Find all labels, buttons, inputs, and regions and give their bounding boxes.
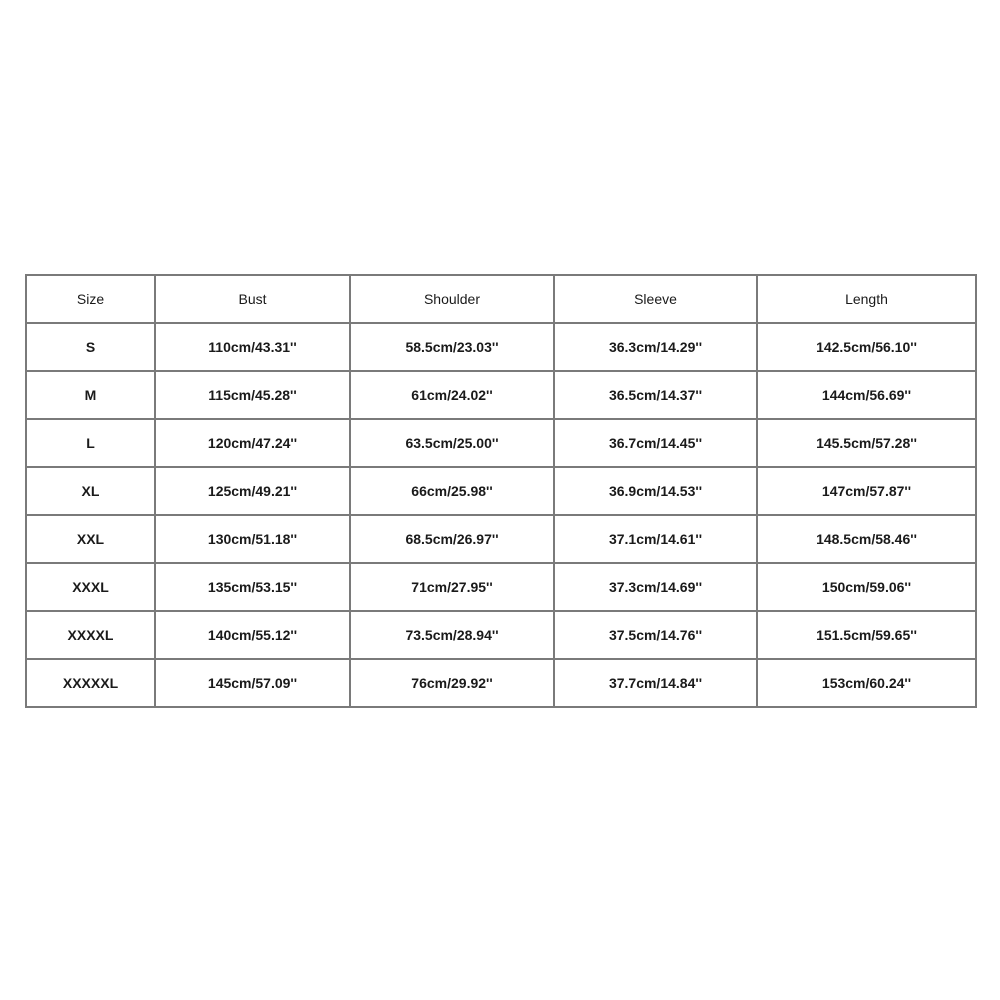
shoulder-cell: 76cm/29.92'' [350, 659, 554, 707]
table-row [26, 323, 976, 371]
size-cell: XXXXL [26, 611, 155, 659]
bust-cell: 110cm/43.31'' [155, 323, 350, 371]
size-cell: M [26, 371, 155, 419]
size-cell: XXL [26, 515, 155, 563]
size-chart-table [25, 274, 977, 708]
sleeve-cell: 37.7cm/14.84'' [554, 659, 757, 707]
sleeve-cell: 36.3cm/14.29'' [554, 323, 757, 371]
bust-cell: 130cm/51.18'' [155, 515, 350, 563]
shoulder-cell: 61cm/24.02'' [350, 371, 554, 419]
shoulder-cell: 71cm/27.95'' [350, 563, 554, 611]
shoulder-cell: 58.5cm/23.03'' [350, 323, 554, 371]
table-header-row [26, 275, 976, 323]
size-cell: XL [26, 467, 155, 515]
header-size: Size [26, 275, 155, 323]
bust-cell: 135cm/53.15'' [155, 563, 350, 611]
sleeve-cell: 36.5cm/14.37'' [554, 371, 757, 419]
bust-cell: 115cm/45.28'' [155, 371, 350, 419]
length-cell: 148.5cm/58.46'' [757, 515, 976, 563]
table-row [26, 515, 976, 563]
sleeve-cell: 37.1cm/14.61'' [554, 515, 757, 563]
header-sleeve: Sleeve [554, 275, 757, 323]
size-cell: S [26, 323, 155, 371]
length-cell: 142.5cm/56.10'' [757, 323, 976, 371]
shoulder-cell: 68.5cm/26.97'' [350, 515, 554, 563]
size-cell: XXXXXL [26, 659, 155, 707]
length-cell: 145.5cm/57.28'' [757, 419, 976, 467]
bust-cell: 145cm/57.09'' [155, 659, 350, 707]
sleeve-cell: 37.3cm/14.69'' [554, 563, 757, 611]
table-row [26, 611, 976, 659]
length-cell: 151.5cm/59.65'' [757, 611, 976, 659]
table-row [26, 467, 976, 515]
bust-cell: 120cm/47.24'' [155, 419, 350, 467]
table-row [26, 419, 976, 467]
length-cell: 147cm/57.87'' [757, 467, 976, 515]
table-row [26, 563, 976, 611]
header-shoulder: Shoulder [350, 275, 554, 323]
shoulder-cell: 66cm/25.98'' [350, 467, 554, 515]
shoulder-cell: 73.5cm/28.94'' [350, 611, 554, 659]
length-cell: 153cm/60.24'' [757, 659, 976, 707]
table-row [26, 371, 976, 419]
sleeve-cell: 36.9cm/14.53'' [554, 467, 757, 515]
size-cell: L [26, 419, 155, 467]
header-length: Length [757, 275, 976, 323]
length-cell: 144cm/56.69'' [757, 371, 976, 419]
header-bust: Bust [155, 275, 350, 323]
bust-cell: 125cm/49.21'' [155, 467, 350, 515]
bust-cell: 140cm/55.12'' [155, 611, 350, 659]
shoulder-cell: 63.5cm/25.00'' [350, 419, 554, 467]
sleeve-cell: 36.7cm/14.45'' [554, 419, 757, 467]
table-row [26, 659, 976, 707]
sleeve-cell: 37.5cm/14.76'' [554, 611, 757, 659]
length-cell: 150cm/59.06'' [757, 563, 976, 611]
size-cell: XXXL [26, 563, 155, 611]
